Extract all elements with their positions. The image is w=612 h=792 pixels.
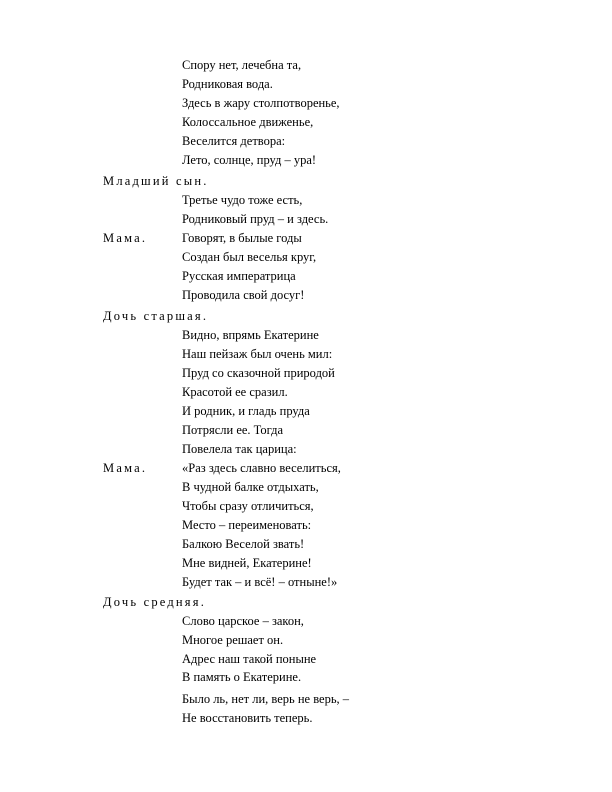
verse-line: Лето, солнце, пруд – ура! xyxy=(182,153,317,167)
verse-line: Балкою Веселой звать! xyxy=(182,537,305,551)
verse-line: И родник, и гладь пруда xyxy=(182,404,310,418)
verse-line: Не восстановить теперь. xyxy=(182,711,313,725)
verse-line: Родниковая вода. xyxy=(182,77,273,91)
verse-line: «Раз здесь славно веселиться, xyxy=(182,461,341,475)
verse-line: Здесь в жару столпотворенье, xyxy=(182,96,340,110)
speaker-label: Мама. xyxy=(103,231,148,245)
verse-line: Говорят, в былые годы xyxy=(182,231,302,245)
verse-line: Создан был веселья круг, xyxy=(182,250,317,264)
verse-line: Повелела так царица: xyxy=(182,442,297,456)
verse-line: Будет так – и всё! – отныне!» xyxy=(182,575,338,589)
verse-line: Видно, впрямь Екатерине xyxy=(182,328,319,342)
verse-line: Адрес наш такой поныне xyxy=(182,652,317,666)
speaker-label: Дочь средняя. xyxy=(103,595,207,609)
verse-line: Веселится детвора: xyxy=(182,134,286,148)
speaker-label: Мама. xyxy=(103,461,148,475)
verse-line: Многое решает он. xyxy=(182,633,284,647)
verse-line: Слово царское – закон, xyxy=(182,614,304,628)
verse-line: Русская императрица xyxy=(182,269,296,283)
verse-line: Спору нет, лечебна та, xyxy=(182,58,302,72)
verse-line: Проводила свой досуг! xyxy=(182,288,305,302)
verse-line: Потрясли ее. Тогда xyxy=(182,423,284,437)
verse-line: Было ль, нет ли, верь не верь, – xyxy=(182,692,350,706)
verse-line: Родниковый пруд – и здесь. xyxy=(182,212,329,226)
verse-line: Чтобы сразу отличиться, xyxy=(182,499,314,513)
verse-line: Колоссальное движенье, xyxy=(182,115,314,129)
verse-line: Место – переименовать: xyxy=(182,518,312,532)
verse-line: В память о Екатерине. xyxy=(182,670,302,684)
verse-line: Третье чудо тоже есть, xyxy=(182,193,303,207)
speaker-label: Дочь старшая. xyxy=(103,309,209,323)
verse-line: Мне видней, Екатерине! xyxy=(182,556,312,570)
verse-line: В чудной балке отдыхать, xyxy=(182,480,319,494)
speaker-label: Младший сын. xyxy=(103,174,209,188)
verse-line: Пруд со сказочной природой xyxy=(182,366,335,380)
verse-line: Наш пейзаж был очень мил: xyxy=(182,347,333,361)
verse-line: Красотой ее сразил. xyxy=(182,385,288,399)
